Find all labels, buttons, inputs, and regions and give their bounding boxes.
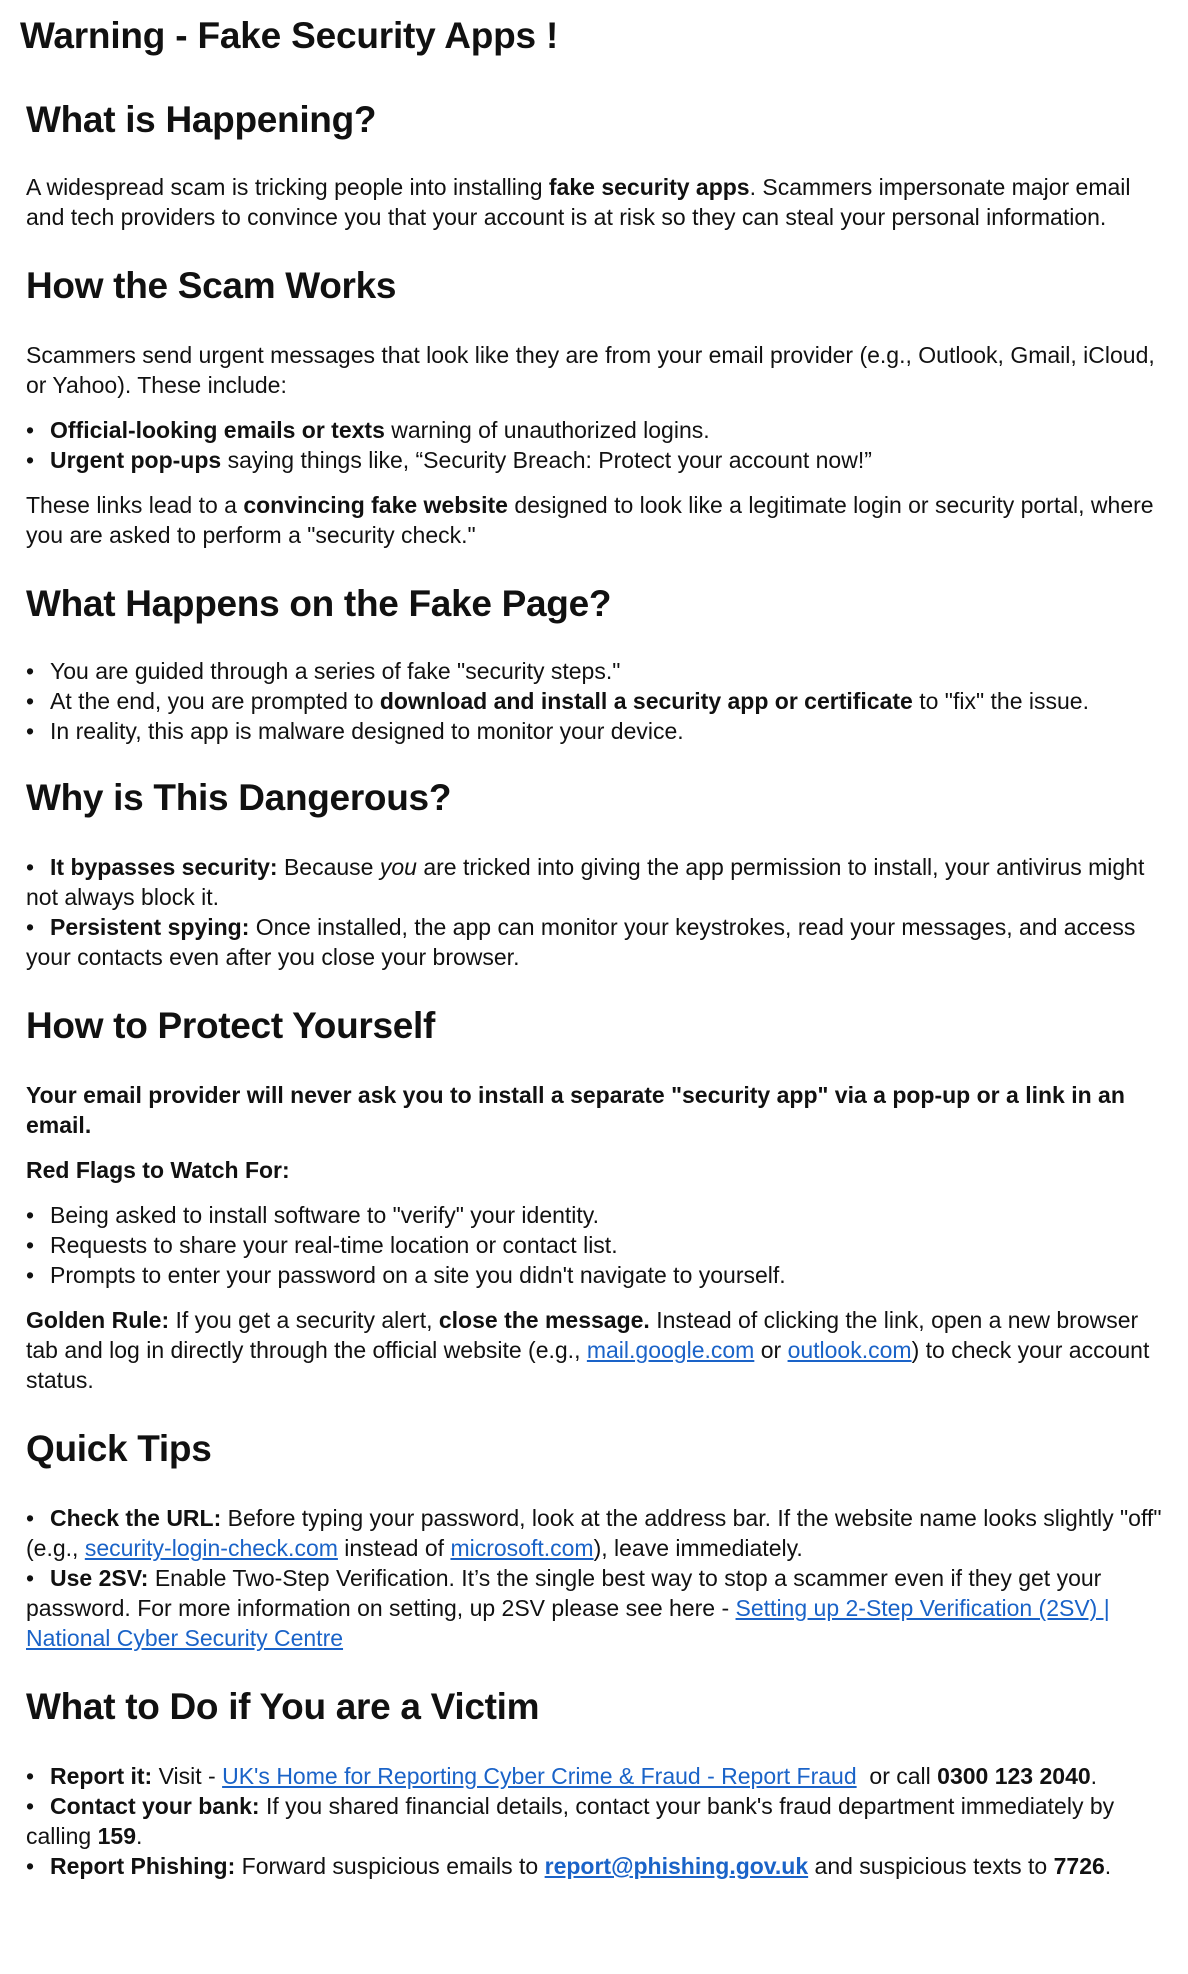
text: designed to look like a legitimate login or security portal, where you are asked to perform a "security check." — [26, 492, 1154, 548]
text: to "fix" the issue. — [912, 688, 1089, 714]
text: Forward suspicious emails to — [235, 1853, 545, 1879]
bold-text: Report Phishing: — [50, 1853, 236, 1879]
list-fake-page — [26, 656, 1170, 746]
bold-text: Your email provider will never ask you to install a separate "security app" via a pop-up or a link in an email. — [26, 1082, 1125, 1138]
list-item — [26, 852, 1170, 912]
page-title: Warning - Fake Security Apps ! — [20, 15, 559, 56]
list-item — [26, 686, 1170, 716]
text: At the end, you are prompted to — [50, 688, 380, 714]
text: are tricked into giving the app permission to install, your antivirus might not always block it. — [26, 854, 1145, 910]
list-item — [26, 912, 1170, 972]
list-item — [26, 1761, 1170, 1791]
red-flags-heading — [26, 1155, 1170, 1185]
link-security-login-check[interactable]: security-login-check.com — [84, 1535, 338, 1561]
bold-text: download and install a security app or certificate — [379, 688, 913, 714]
list-item — [26, 445, 1170, 475]
paragraph-what-is-happening — [26, 172, 1170, 232]
heading-victim: What to Do if You are a Victim — [26, 1686, 540, 1727]
heading-fake-page: What Happens on the Fake Page? — [26, 583, 612, 624]
bold-text: Red Flags to Watch For: — [26, 1157, 290, 1183]
heading-quick-tips: Quick Tips — [26, 1428, 212, 1469]
bold-text: It bypasses security: — [50, 854, 278, 880]
list-item — [26, 1563, 1170, 1653]
list-red-flags — [26, 1200, 1170, 1290]
list-item: • In reality, this app is malware designed to monitor your device. — [26, 716, 1170, 746]
link-microsoft[interactable]: microsoft.com — [450, 1535, 594, 1561]
text: If you shared financial details, contact your bank's fraud department immediately by calling — [26, 1793, 1115, 1849]
link-ncsc-2sv[interactable]: Setting up 2-Step Verification (2SV) | National Cyber Security Centre — [26, 1595, 1110, 1651]
heading-why-dangerous: Why is This Dangerous? — [26, 777, 452, 818]
heading-how-the-scam-works: How the Scam Works — [26, 265, 397, 306]
bold-text: Report it: — [50, 1763, 153, 1789]
email-address: report@phishing.gov.uk — [544, 1853, 809, 1879]
link-report-fraud[interactable]: UK's Home for Reporting Cyber Crime & Fraud - Report Fraud — [222, 1763, 857, 1789]
list-item — [26, 1503, 1170, 1563]
text: Once installed, the app can monitor your keystrokes, read your messages, and access your contacts even after you close your browser. — [26, 914, 1136, 970]
list-item: • You are guided through a series of fake "security steps." — [26, 656, 1170, 686]
list-why-dangerous — [26, 852, 1170, 972]
paragraph-how-intro: Scammers send urgent messages that look like they are from your email provider (e.g., Outlook, Gmail, iCloud, or Yahoo). These include: — [26, 342, 1155, 398]
link-report-phishing-email[interactable] — [545, 1853, 809, 1879]
text: saying things like, “Security Breach: Protect your account now!” — [221, 447, 872, 473]
bold-text: close the message. — [438, 1307, 650, 1333]
bold-text: fake security apps — [548, 174, 750, 200]
paragraph-how-links — [26, 490, 1170, 550]
text: Because — [277, 854, 380, 880]
text: ), leave immediately. — [593, 1535, 803, 1561]
paragraph-golden-rule — [26, 1305, 1170, 1395]
text: Before typing your password, look at the address bar. If the website name looks slightly "off" (e.g., — [26, 1505, 1162, 1561]
phone-number: 0300 123 2040 — [937, 1763, 1091, 1789]
paragraph-protect-lead — [26, 1080, 1170, 1140]
list-item: • Requests to share your real-time location or contact list. — [26, 1230, 1170, 1260]
heading-protect-yourself: How to Protect Yourself — [26, 1005, 436, 1046]
phone-number: 7726 — [1053, 1853, 1105, 1879]
link-outlook[interactable]: outlook.com — [787, 1337, 912, 1363]
list-victim — [26, 1761, 1170, 1881]
list-scam-messages — [26, 415, 1170, 475]
bold-text: Urgent pop-ups — [50, 447, 222, 473]
text: . — [135, 1823, 143, 1849]
bold-text: convincing fake website — [243, 492, 508, 518]
bold-text: Use 2SV: — [50, 1565, 149, 1591]
bold-text: Persistent spying: — [50, 914, 250, 940]
text: These links lead to a — [26, 492, 244, 518]
list-item — [26, 1851, 1170, 1881]
emphasis-text: you — [379, 854, 417, 880]
text: Enable Two-Step Verification. It’s the single best way to stop a scammer even if they get your password. For more information on setting, up 2SV please see here - — [26, 1565, 1102, 1621]
text: If you get a security alert, — [169, 1307, 439, 1333]
list-item: • Being asked to install software to "verify" your identity. — [26, 1200, 1170, 1230]
text: warning of unauthorized logins. — [384, 417, 710, 443]
text: or — [754, 1337, 788, 1363]
bold-text: Official-looking emails or texts — [50, 417, 385, 443]
text: and suspicious texts to — [808, 1853, 1054, 1879]
text: or call — [856, 1763, 938, 1789]
text: . — [1104, 1853, 1112, 1879]
text: Visit - — [152, 1763, 223, 1789]
phone-number: 159 — [97, 1823, 136, 1849]
text: instead of — [337, 1535, 451, 1561]
text: . Scammers impersonate major email and tech providers to convince you that your account is at risk so they can steal your personal information. — [26, 174, 1131, 230]
link-mail-google[interactable]: mail.google.com — [586, 1337, 755, 1363]
bold-text: Golden Rule: — [26, 1307, 170, 1333]
list-item: • Prompts to enter your password on a site you didn't navigate to yourself. — [26, 1260, 1170, 1290]
heading-what-is-happening: What is Happening? — [26, 99, 377, 140]
list-quick-tips — [26, 1503, 1170, 1653]
text: A widespread scam is tricking people into installing — [26, 174, 549, 200]
text: . — [1090, 1763, 1098, 1789]
list-item — [26, 415, 1170, 445]
bold-text: Check the URL: — [50, 1505, 222, 1531]
text: ) to check your account status. — [26, 1337, 1150, 1393]
bold-text: Contact your bank: — [50, 1793, 260, 1819]
text: Instead of clicking the link, open a new browser tab and log in directly through the official website (e.g., — [26, 1307, 1139, 1363]
list-item — [26, 1791, 1170, 1851]
